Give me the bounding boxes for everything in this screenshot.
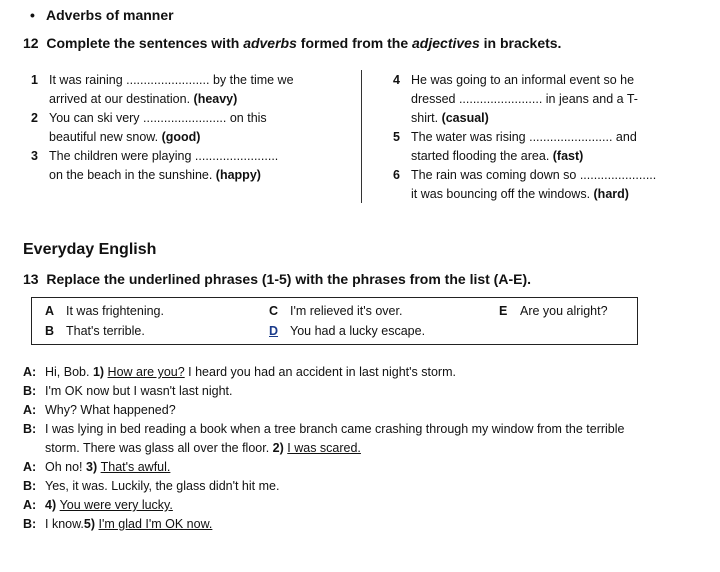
item-text: It was raining ........................ by the time we: [49, 73, 294, 87]
item-text: it was bouncing off the windows.: [411, 187, 594, 201]
option-b: [45, 324, 145, 338]
item-text: on the beach in the sunshine.: [49, 168, 216, 182]
option-a: [45, 304, 164, 318]
option-letter: D: [269, 324, 279, 338]
item-text: The children were playing ........................: [49, 149, 279, 163]
item-hint: (happy): [215, 168, 261, 182]
item-number: 6: [393, 168, 400, 182]
dialogue-line: [23, 420, 624, 439]
exercise-12-right-column: [393, 71, 698, 204]
speaker-label: B:: [23, 422, 37, 436]
exercise-item: [31, 71, 351, 109]
underlined-phrase: I'm glad I'm OK now.: [98, 517, 213, 531]
dialogue-text: I heard you had an accident in last night's storm.: [184, 365, 456, 379]
dialogue-text: Why? What happened?: [45, 403, 176, 417]
item-text: He was going to an informal event so he: [411, 73, 635, 87]
dialogue-text: I know.: [45, 517, 84, 531]
dialogue-text: Yes, it was. Luckily, the glass didn't hit me.: [45, 479, 280, 493]
exercise-12-title-part: Complete the sentences with: [46, 35, 244, 51]
gap-number: 4): [45, 498, 57, 512]
exercise-item: [393, 128, 698, 166]
gap-number: 2): [272, 441, 284, 455]
option-e: [499, 304, 608, 318]
item-number: 5: [393, 130, 400, 144]
item-text: dressed ........................ in jeans and a T-: [411, 92, 638, 106]
underlined-phrase: That's awful.: [100, 460, 171, 474]
dialogue-line: [23, 382, 233, 401]
underlined-phrase: How are you?: [107, 365, 185, 379]
exercise-12-title-part: adverbs: [243, 35, 297, 51]
exercise-item: [31, 109, 351, 147]
item-text: beautiful new snow.: [49, 130, 162, 144]
dialogue-line: [23, 363, 456, 382]
speaker-label: A:: [23, 365, 37, 379]
gap-number: 5): [83, 517, 96, 531]
dialogue-continuation: [45, 439, 361, 458]
option-c: [269, 304, 402, 318]
section-bullet: [30, 7, 174, 23]
option-text: It was frightening.: [66, 304, 164, 318]
speaker-label: A:: [23, 498, 37, 512]
item-hint: (casual): [441, 111, 489, 125]
speaker-label: B:: [23, 384, 37, 398]
dialogue-line: [23, 496, 173, 515]
item-text: shirt.: [411, 111, 442, 125]
option-letter: E: [499, 304, 508, 318]
dialogue-text: I was lying in bed reading a book when a tree branch came crashing through my window from the terrible: [45, 422, 625, 436]
exercise-item: [31, 147, 351, 185]
item-text: arrived at our destination.: [49, 92, 194, 106]
underlined-phrase: You were very lucky.: [59, 498, 173, 512]
item-text: started flooding the area.: [411, 149, 553, 163]
option-letter: C: [269, 304, 279, 318]
option-text: I'm relieved it's over.: [290, 304, 403, 318]
column-divider: [361, 70, 362, 203]
underlined-phrase: I was scared.: [287, 441, 361, 455]
exercise-13-number: 13: [23, 271, 39, 287]
section-bullet-label: Adverbs of manner: [46, 7, 174, 23]
item-number: 2: [31, 111, 38, 125]
item-number: 1: [31, 73, 38, 87]
item-hint: (fast): [552, 149, 584, 163]
speaker-label: B:: [23, 479, 37, 493]
exercise-item: [393, 166, 698, 204]
item-number: 4: [393, 73, 400, 87]
dialogue-line: [23, 401, 176, 420]
speaker-label: A:: [23, 403, 37, 417]
speaker-label: B:: [23, 517, 37, 531]
item-hint: (heavy): [193, 92, 238, 106]
dialogue-line: [23, 515, 212, 534]
option-text: That's terrible.: [66, 324, 145, 338]
dialogue-text: Hi, Bob.: [45, 365, 93, 379]
dialogue-text: Oh no!: [45, 460, 86, 474]
dialogue-text: storm. There was glass all over the floor.: [45, 441, 273, 455]
item-number: 3: [31, 149, 38, 163]
option-text: Are you alright?: [520, 304, 608, 318]
gap-number: 3): [86, 460, 98, 474]
exercise-12-title-part: in brackets.: [479, 35, 562, 51]
option-letter: A: [45, 304, 55, 318]
option-text: You had a lucky escape.: [290, 324, 426, 338]
bullet-icon: •: [30, 7, 35, 23]
exercise-13-heading: [23, 271, 531, 287]
item-hint: (hard): [593, 187, 629, 201]
exercise-12-heading: [23, 35, 561, 51]
dialogue-line: [23, 477, 279, 496]
speaker-label: A:: [23, 460, 37, 474]
gap-number: 1): [92, 365, 105, 379]
item-text: The water was rising ........................ and: [411, 130, 637, 144]
exercise-item: [393, 71, 698, 128]
item-hint: (good): [161, 130, 201, 144]
item-text: The rain was coming down so ......................: [411, 168, 657, 182]
option-letter: B: [45, 324, 55, 338]
option-d: [269, 324, 425, 338]
everyday-english-title: Everyday English: [23, 241, 157, 258]
exercise-12-number: 12: [23, 35, 39, 51]
exercise-13-title: Replace the underlined phrases (1-5) with the phrases from the list (A-E).: [46, 271, 532, 287]
dialogue-text: I'm OK now but I wasn't last night.: [45, 384, 233, 398]
exercise-12-title-part: adjectives: [412, 35, 480, 51]
options-box: [31, 297, 638, 345]
item-text: You can ski very ........................ on this: [49, 111, 267, 125]
exercise-12-title-part: formed from the: [296, 35, 413, 51]
dialogue-line: [23, 458, 170, 477]
exercise-12-left-column: [31, 71, 351, 185]
